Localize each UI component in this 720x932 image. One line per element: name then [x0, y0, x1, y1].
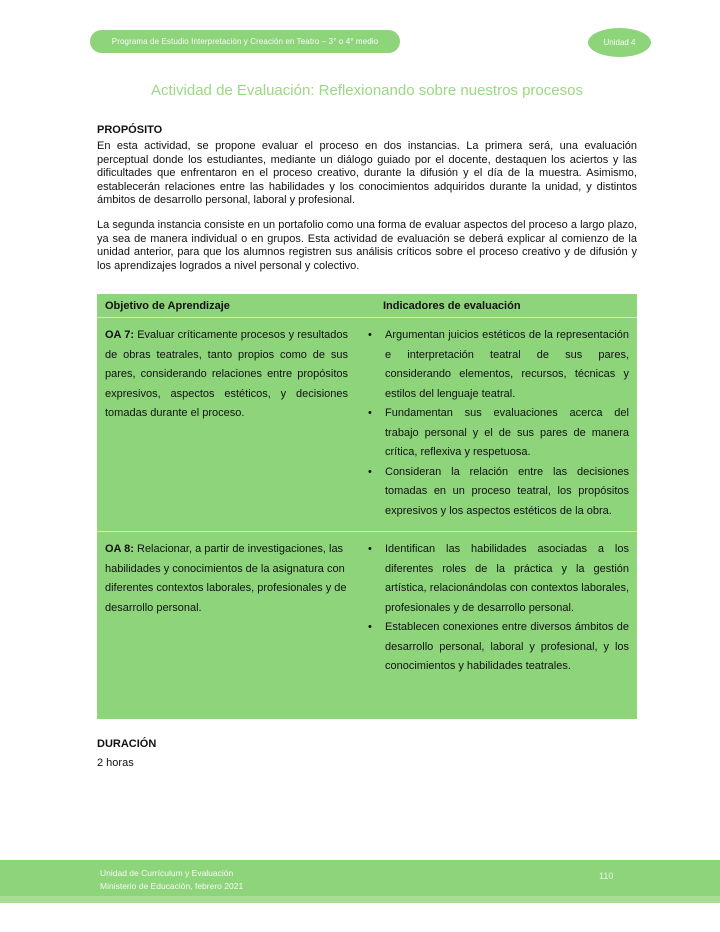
- indicator-text: Fundamentan sus evaluaciones acerca del trabajo personal y el de sus pares de manera crítica, reflexiva y respetuosa.: [385, 407, 629, 459]
- proposito-paragraph-1: En esta actividad, se propone evaluar el proceso en dos instancias. La primera será, una evaluación perceptual donde los estudiantes, mediante un diálogo guiado por el docente, destaquen los aciertos y las dificultades que enfrentaron en el proceso creativo, durante la difusión y el día de la muestra. Asimismo, establecerán relaciones entre las habilidades y los conocimientos adquiridos durante la unidad, y distintos ámbitos de desarrollo personal, laboral y profesional.: [97, 140, 637, 207]
- program-badge: [90, 30, 400, 53]
- footer-text: [100, 867, 243, 892]
- oa7-indicators-cell: [360, 318, 637, 531]
- indicator-item: [368, 326, 629, 404]
- oa8-cell: [97, 532, 360, 719]
- bullet-icon: [368, 404, 385, 463]
- oa7-text: Evaluar críticamente procesos y resultados de obras teatrales, tanto propios como de sus pares, considerando relaciones entre propósitos expresivos, aspectos estéticos, y decisiones tomadas durante el proceso.: [105, 329, 348, 420]
- proposito-heading: PROPÓSITO: [97, 124, 163, 136]
- indicator-text: Argumentan juicios estéticos de la representación e interpretación teatral de sus pares, considerando elementos, recursos, técnicas y estilos del lenguaje teatral.: [385, 329, 629, 400]
- unit-badge-label: Unidad 4: [603, 38, 636, 47]
- indicator-item: [368, 404, 629, 463]
- indicator-text: Establecen conexiones entre diversos ámbitos de desarrollo personal, laboral y profesional, y los conocimientos y habilidades teatrales.: [385, 621, 629, 673]
- duracion-value: 2 horas: [97, 757, 134, 770]
- bullet-icon: [368, 463, 385, 522]
- indicator-item: [368, 618, 629, 677]
- indicator-item: [368, 463, 629, 522]
- table-header-objetivo: Objetivo de Aprendizaje: [105, 300, 230, 313]
- oa7-cell: [97, 318, 360, 531]
- indicator-text: Consideran la relación entre las decisiones tomadas en un proceso teatral, los propósitos expresivos y los aspectos estéticos de la obra.: [385, 465, 629, 517]
- footer-line2: Ministerio de Educación, febrero 2021: [100, 880, 244, 891]
- indicator-text: Identifican las habilidades asociadas a los diferentes roles de la práctica y la gestión artística, relacionándolas con contextos laborales, profesionales y de desarrollo personal.: [385, 543, 629, 614]
- program-badge-label: Programa de Estudio Interpretación y Creación en Teatro – 3° o 4° medio: [111, 37, 379, 46]
- footer-accent-strip: [0, 896, 720, 903]
- oa-table: [97, 294, 637, 719]
- duracion-section: [97, 738, 637, 769]
- oa7-label: OA 7:: [105, 329, 135, 342]
- table-header-row: [97, 294, 637, 317]
- footer-line1: Unidad de Currículum y Evaluación: [100, 868, 234, 878]
- table-row-oa7: [97, 317, 637, 531]
- oa8-indicators-cell: [360, 532, 637, 719]
- indicator-item: [368, 540, 629, 618]
- oa8-label: OA 8:: [105, 543, 134, 556]
- unit-badge: [588, 28, 651, 57]
- table-row-oa8: [97, 531, 637, 719]
- page-footer: [0, 860, 720, 903]
- proposito-paragraph-2: La segunda instancia consiste en un portafolio como una forma de evaluar aspectos del proceso a largo plazo, ya sea de manera individual o en grupos. Esta actividad de evaluación se deberá explicar al comienzo de la unidad anterior, para que los alumnos registren sus análisis críticos sobre el proceso creativo y de difusión y los aprendizajes logrados a nivel personal y colectivo.: [97, 218, 637, 272]
- page-title: Actividad de Evaluación: Reflexionando sobre nuestros procesos: [151, 82, 583, 99]
- bullet-icon: [368, 540, 385, 618]
- table-header-indicadores: Indicadores de evaluación: [383, 300, 521, 313]
- oa8-text: Relacionar, a partir de investigaciones, las habilidades y conocimientos de la asignatura con diferentes contextos laborales, profesionales y de desarrollo personal.: [105, 543, 347, 614]
- bullet-icon: [368, 618, 385, 677]
- duracion-heading: DURACIÓN: [97, 738, 157, 751]
- bullet-icon: [368, 326, 385, 404]
- main-content: [97, 124, 637, 769]
- page-number: 110: [599, 871, 614, 881]
